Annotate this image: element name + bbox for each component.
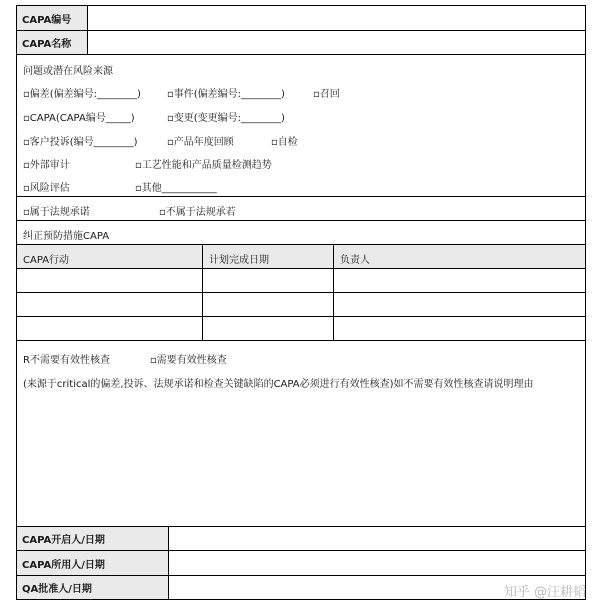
table-row [17,268,585,292]
checkbox-deviation[interactable]: ▫偏差(偏差编号:________) [23,89,141,100]
capa-title-row [17,220,585,244]
capa-form [16,5,586,600]
verification-note: (来源于critical的偏差,投诉、法规承诺和检查关键缺陷的CAPA必须进行有效性核查)如不需要有效性核查请说明理由 [23,379,534,390]
checkbox-self-inspection[interactable]: ▫自检 [271,137,298,148]
table-cell-action[interactable] [17,269,203,292]
checkbox-trend[interactable]: ▫工艺性能和产品质量检测趋势 [135,160,272,171]
signoff-qa-label: QA批准人/日期 [22,584,92,595]
col-header-cell [203,245,334,268]
capa-section-title: 纠正预防措施CAPA [23,231,110,242]
table-cell-owner[interactable] [334,317,585,340]
capa-number-label: CAPA编号 [22,14,72,26]
checkbox-not-regulatory-commitment[interactable]: ▫不属于法规承若 [159,207,236,218]
col-header-cell [334,245,585,268]
source-section [17,54,585,196]
table-cell-action[interactable] [17,317,203,340]
checkbox-regulatory-commitment[interactable]: ▫属于法规承诺 [23,207,90,218]
verification-section [17,340,585,526]
checkbox-change[interactable]: ▫变更(变更编号:________) [167,113,285,124]
checkbox-capa[interactable]: ▫CAPA(CAPA编号_____) [23,113,135,124]
signoff-owner-label: CAPA所用人/日期 [22,559,105,571]
table-cell-owner[interactable] [334,293,585,316]
signoff-row [17,550,585,575]
table-row [17,316,585,340]
table-cell-due-date[interactable] [203,317,334,340]
table-row [17,292,585,316]
watermark: 知乎 @汪耕韬 [503,585,586,600]
checkbox-verification-not-required[interactable]: R不需要有效性核查 [23,355,110,366]
signoff-row [17,575,585,599]
table-cell-due-date[interactable] [203,269,334,292]
capa-name-label-cell [17,31,88,54]
signoff-label-cell [17,576,169,599]
signoff-label-cell [17,527,169,550]
capa-number-label-cell [17,6,88,30]
col-header-action: CAPA行动 [23,255,70,266]
checkbox-verification-required[interactable]: ▫需要有效性核查 [150,355,227,366]
checkbox-other[interactable]: ▫其他___________ [135,183,217,194]
regulatory-row [17,196,585,220]
table-cell-due-date[interactable] [203,293,334,316]
checkbox-annual-review[interactable]: ▫产品年度回顾 [167,137,234,148]
col-header-cell [17,245,203,268]
signoff-label-cell [17,551,169,575]
capa-name-label: CAPA名称 [22,39,72,50]
checkbox-complaint[interactable]: ▫客户投诉(编号________) [23,137,138,148]
checkbox-external-audit[interactable]: ▫外部审计 [23,160,70,171]
col-header-owner: 负责人 [340,255,370,266]
capa-table-header [17,244,585,268]
signoff-opener-label: CAPA开启人/日期 [22,535,105,546]
capa-name-row [17,30,585,54]
table-cell-owner[interactable] [334,269,585,292]
signoff-row [17,526,585,550]
table-cell-action[interactable] [17,293,203,316]
capa-number-row [17,6,585,30]
checkbox-recall[interactable]: ▫召回 [313,89,340,100]
checkbox-event[interactable]: ▫事件(偏差编号:________) [167,89,285,100]
checkbox-risk-assessment[interactable]: ▫风险评估 [23,183,70,194]
source-title: 问题或潜在风险来源 [23,66,113,77]
col-header-due-date: 计划完成日期 [209,255,269,266]
